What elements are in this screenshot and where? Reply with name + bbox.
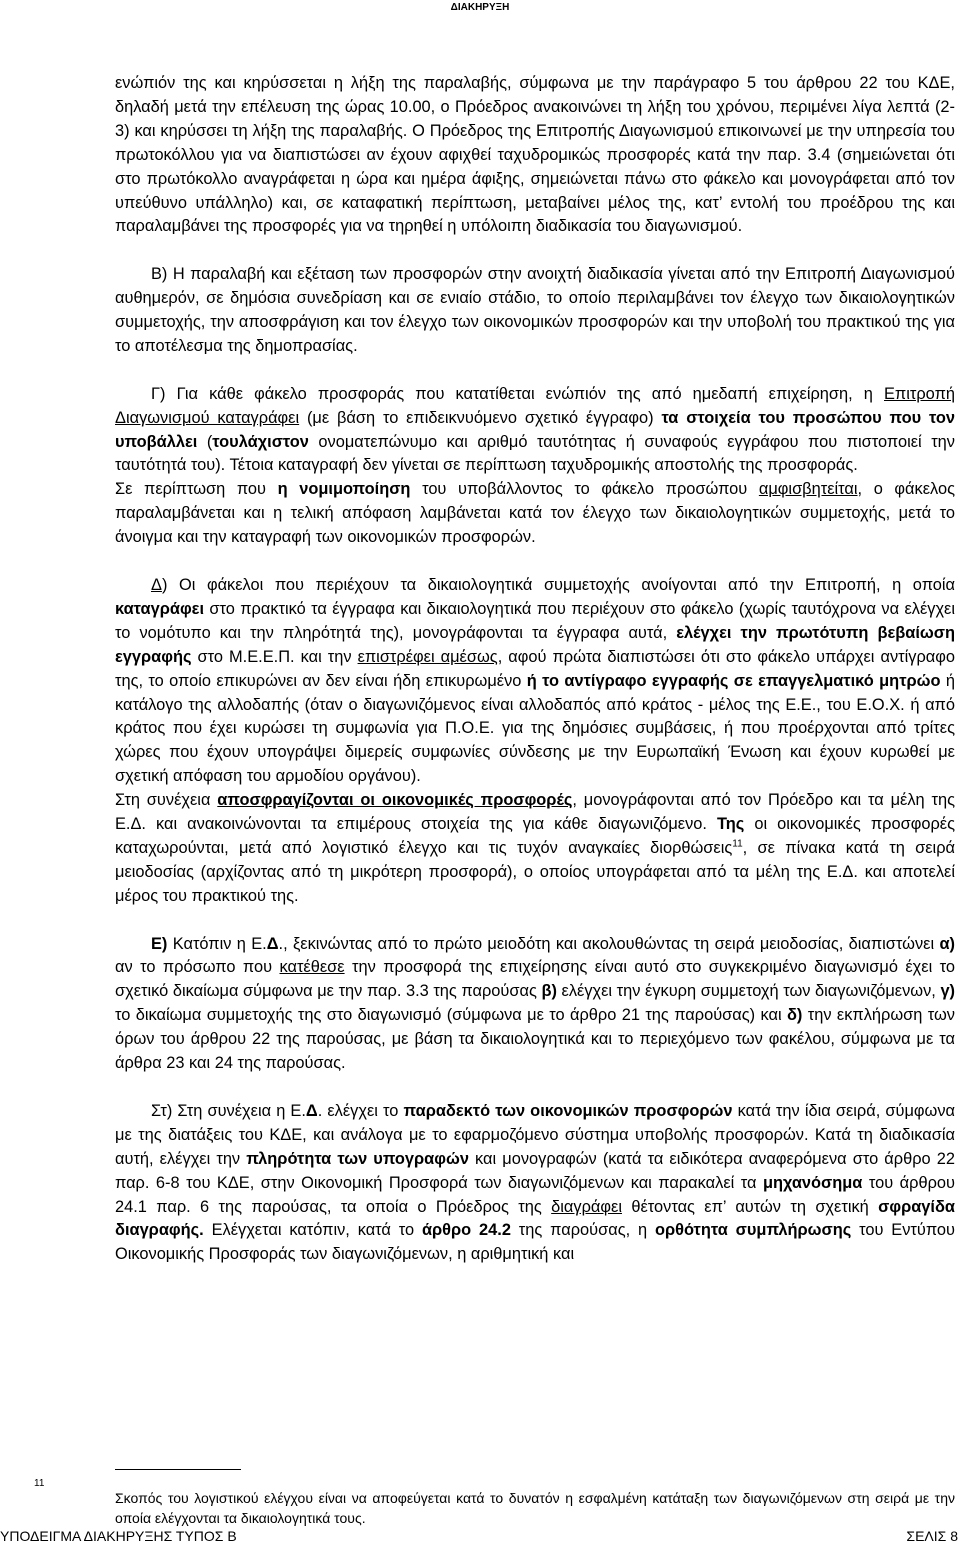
paragraph-b: Β) Η παραλαβή και εξέταση των προσφορών στην ανοιχτή διαδικασία γίνεται από την Επιτροπή Διαγωνισμού αυθημερόν, σε δημόσια συνεδρίαση και σε ενιαίο στάδιο, το οποίο περιλαμβάνει τον έλεγχο των δικαιολογητικών συμμετοχής, την αποσφράγιση και τον έλεγχο των οικονομικών προσφορών και την υποβολή του πρακτικού της για το αποτέλεσμα της δημοπρασίας.: [115, 265, 955, 355]
footnote-separator: [115, 1469, 241, 1470]
paragraph-st: Στ) Στη συνέχεια η Ε.Δ. ελέγχει το παραδεκτό των οικονομικών προσφορών κατά την ίδια σειρά, σύμφωνα με της διατάξεις του ΚΔΕ, και ανάλογα με το εφαρμοζόμενο σύστημα υποβολής προσφορών. Κατά τη διαδικασία αυτή, ελέγχει την πληρότητα των υπογραφών και μονογραφών (κατά τα ειδικότερα αναφερόμενα στο άρθρο 22 παρ. 6-8 του ΚΔΕ, στην Οικονομική Προσφορά των διαγωνιζόμενων και παρακαλεί τα μηχανόσημα του άρθρου 24.1 παρ. 6 της παρούσας, τα οποία ο Πρόεδρος της διαγράφει θέτοντας επ’ αυτών τη σχετική σφραγίδα διαγραφής. Ελέγχεται κατόπιν, κατά το άρθρο 24.2 της παρούσας, η ορθότητα συμπλήρωσης του Εντύπου Οικονομικής Προσφοράς των διαγωνιζόμενων, η αριθμητική και: [115, 1101, 956, 1264]
page-header: ΔΙΑΚΗΡΥΞΗ: [450, 2, 510, 13]
paragraph-d: Δ) Οι φάκελοι που περιέχουν τα δικαιολογητικά συμμετοχής ανοίγονται από την Επιτροπή, η οποία καταγράφει στο πρακτικό τα έγγραφα και δικαιολογητικά που περιέχουν στο φάκελο (χωρίς ταυτόχρονα να ελέγχει το νομότυπο και την πληρότητά της), μονογράφονται τα έγγραφα αυτά, ελέγχει την πρωτότυπη βεβαίωση εγγραφής στο Μ.Ε.Ε.Π. και την επιστρέφει αμέσως, αφού πρώτα διαπιστώσει ότι στο φάκελο υπάρχει αντίγραφο της, το οποίο επικυρώνει αν δεν είναι ήδη επικυρωμένο ή το αντίγραφο εγγραφής σε επαγγελματικό μητρώο ή κατάλογο της αλλοδαπής (όταν ο διαγωνιζόμενος είναι αλλοδαπός από κράτος - μέλος της Ε.Ε., του Ε.Ο.Χ. ή από κράτος που έχει κυρώσει τη συμφωνία για Π.Ο.Ε. για της δημόσιες συμβάσεις, ή που προέρχονται από τρίτες χώρες που έχουν υπογράψει διμερείς συμφωνίες σύνδεσης με την Ευρωπαϊκή Ένωση και έχουν κυρωθεί με σχετική απόφαση του αρμοδίου οργάνου).: [115, 575, 956, 786]
paragraph-g: Γ) Για κάθε φάκελο προσφοράς που κατατίθεται ενώπιόν της από ημεδαπή επιχείρηση, η Επιτροπή Διαγωνισμού καταγράφει (με βάση το επιδεικνυόμενο σχετικό έγγραφο) τα στοιχεία του προσώπου που τον υποβάλλει (τουλάχιστον ονοματεπώνυμο και αριθμό ταυτότητας ή συναφούς εγγράφου που πιστοποιεί την ταυτότητά του). Τέτοια καταγραφή δεν γίνεται σε περίπτωση ταχυδρομικής αποστολής της προσφοράς.: [115, 384, 955, 475]
paragraph-1: ενώπιόν της και κηρύσσεται η λήξη της παραλαβής, σύμφωνα με την παράγραφο 5 του άρθρου 22 του ΚΔΕ, δηλαδή μετά την επέλευση της ώρας 10.00, ο Πρόεδρος ανακοινώνει τη λήξη του χρόνου, περιμένει λίγα λεπτά (2-3) και κηρύσσει τη λήξη της παραλαβής. Ο Πρόεδρος της Επιτροπής Διαγωνισμού επικοινωνεί με την υπηρεσία του πρωτοκόλλου για να διαπιστώσει αν έχουν αφιχθεί ταχυδρομικώς προσφορές κατά την παρ. 3.4 (σημειώνεται ότι στο πρωτόκολλο αναγράφεται η ώρα και ημέρα άφιξης, σημειώνεται πάνω στο φάκελο και μονογράφεται από τον υπεύθυνο υπάλληλο) και, σε καταφατική περίπτωση, μεταβαίνει μέλος της, κατ’ εντολή του προέδρου της και παραλαμβάνει της προσφορές για να τηρηθεί η υπόλοιπη διαδικασία του διαγωνισμού.: [115, 74, 955, 236]
paragraph-financial-unsealing: Στη συνέχεια αποσφραγίζονται οι οικονομικές προσφορές, μονογράφονται από τον Πρόεδρο και τα μέλη της Ε.Δ. και ανακοινώνονται τα επιμέρους στοιχεία της για κάθε διαγωνιζόμενο. Της οι οικονομικές προσφορές καταχωρούνται, μετά από λογιστικό έλεγχο και τις τυχόν αναγκαίες διορθώσεις$^{11}$, σε πίνακα κατά τη σειρά μειοδοσίας (αρχίζοντας από τη μικρότερη προσφορά), ο οποίος υπογράφεται από τα μέλη της Ε.Δ. και αποτελεί μέρος του πρακτικού της.: [115, 791, 956, 905]
footer-document-title: ΥΠΟΔΕΙΓΜΑ ΔΙΑΚΗΡΥΞΗΣ ΤΥΠΟΣ Β: [0, 1528, 237, 1544]
footnote-reference[interactable]: 11: [732, 838, 743, 850]
footnote-number: 11: [34, 1478, 45, 1489]
paragraph-legitimation: Σε περίπτωση που η νομιμοποίηση του υποβάλλοντος το φάκελο προσώπου αμφισβητείται, ο φάκελος παραλαμβάνεται και η τελική απόφαση λαμβάνεται κατά τον έλεγχο των δικαιολογητικών συμμετοχής, μετά το άνοιγμα και την καταγραφή των οικονομικών προσφορών.: [115, 480, 955, 547]
page-footer: [0, 1527, 960, 1545]
footnote-text: Σκοπός του λογιστικού ελέγχου είναι να αποφεύγεται κατά το δυνατόν η εσφαλμένη κατάταξη των διαγωνιζόμενων στη σειρά με την οποία ελέγχονται τα δικαιολογητικά τους.: [115, 1490, 955, 1526]
paragraph-e: Ε) Κατόπιν η Ε.Δ., ξεκινώντας από το πρώτο μειοδότη και ακολουθώντας τη σειρά μειοδοσίας, διαπιστώνει α) αν το πρόσωπο που κατέθεσε την προσφορά της επιχείρησης είναι αυτό στο συγκεκριμένο διαγωνισμό έχει το σχετικό δικαίωμα σύμφωνα με την παρ. 3.3 της παρούσας β) ελέγχει την έγκυρη συμμετοχή των διαγωνιζόμενων, γ) το δικαίωμα συμμετοχής της στο διαγωνισμό (σύμφωνα με το άρθρο 21 της παρούσας) και δ) την εκπλήρωση των όρων του άρθρου 22 της παρούσας, με βάση τα δικαιολογητικά και το περιεχόμενο των φακέλου, σύμφωνα με τα άρθρα 23 και 24 της παρούσας.: [115, 934, 956, 1073]
footer-page-number: ΣΕΛΙΣ 8: [906, 1528, 958, 1544]
document-body: [115, 72, 955, 1267]
